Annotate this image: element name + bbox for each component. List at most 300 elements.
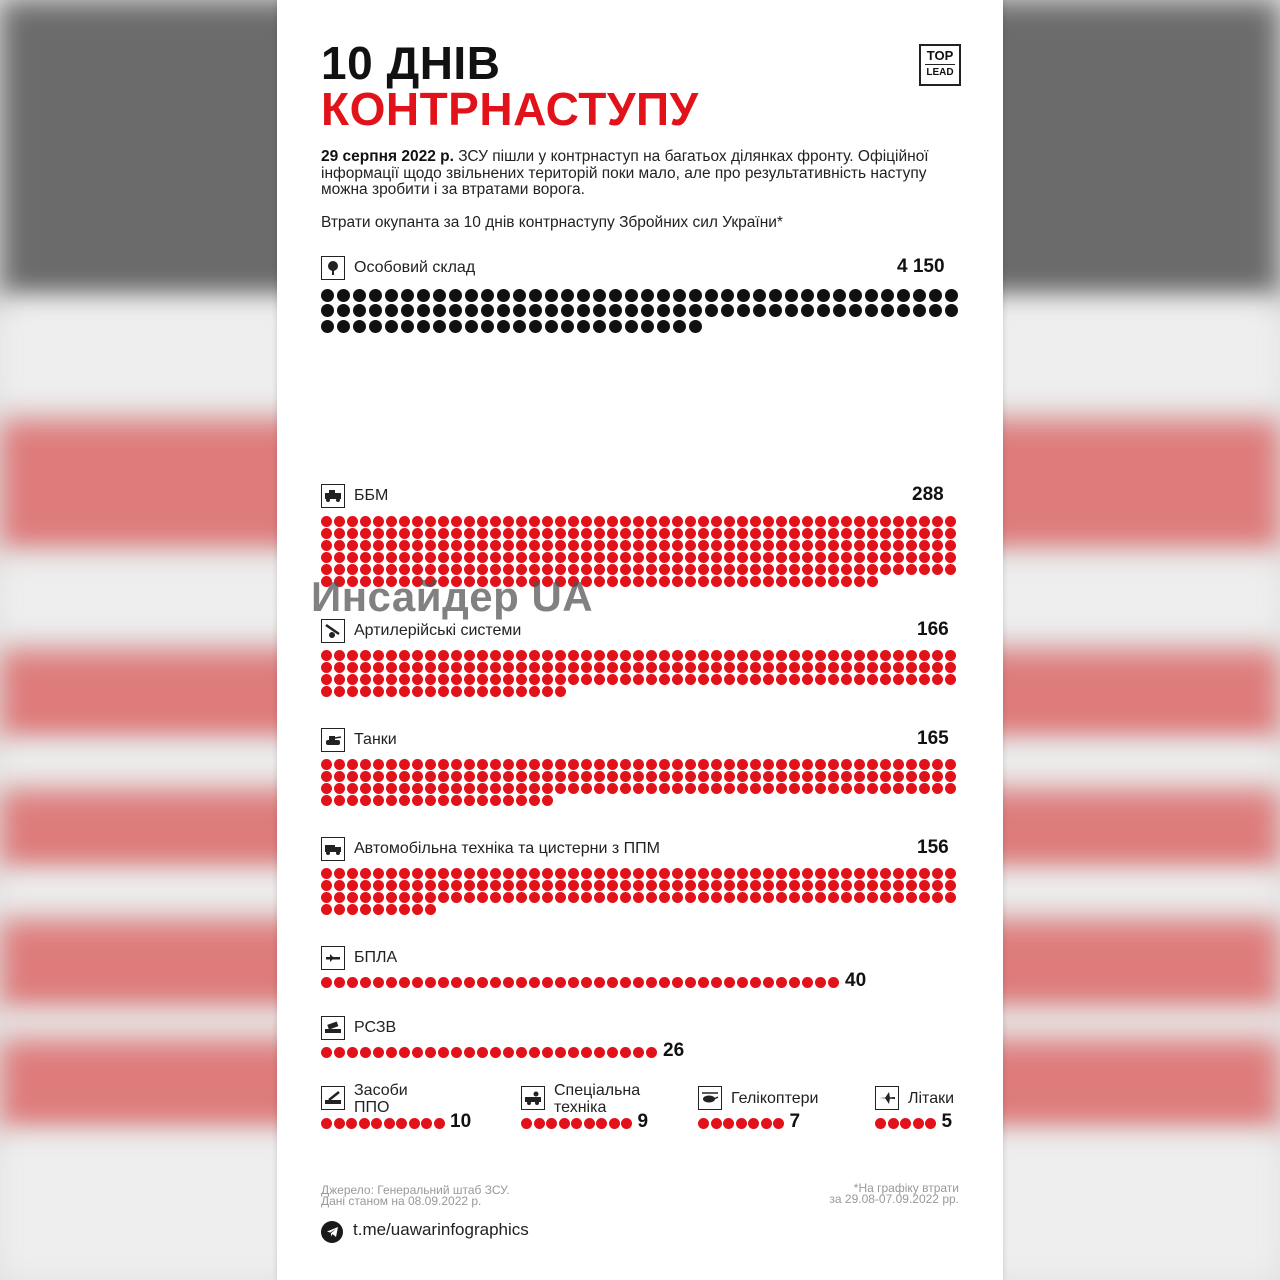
data-dot [841, 528, 852, 539]
data-dot [542, 977, 553, 988]
data-dot [685, 528, 696, 539]
data-dot [646, 759, 657, 770]
data-dot [880, 783, 891, 794]
data-dot [438, 540, 449, 551]
data-dot [867, 868, 878, 879]
data-dot [581, 759, 592, 770]
data-dot [477, 783, 488, 794]
data-dot [555, 868, 566, 879]
data-dot [932, 771, 943, 782]
data-dot [477, 880, 488, 891]
data-dot [737, 977, 748, 988]
data-dot [761, 1118, 772, 1129]
data-dot [401, 289, 414, 302]
data-dot [503, 528, 514, 539]
data-dot [477, 977, 488, 988]
data-dot [711, 892, 722, 903]
data-dot [529, 528, 540, 539]
data-dot [646, 771, 657, 782]
data-dot [620, 771, 631, 782]
data-dot [481, 304, 494, 317]
data-dot [932, 662, 943, 673]
category-label [354, 622, 521, 639]
data-dot [529, 892, 540, 903]
data-dot [789, 564, 800, 575]
telegram-link[interactable]: t.me/uawarinfographics [353, 1220, 529, 1239]
data-dot [438, 650, 449, 661]
category-label-line: Літаки [908, 1090, 955, 1107]
data-dot [620, 1047, 631, 1058]
data-dot [919, 783, 930, 794]
data-dot [773, 1118, 784, 1129]
data-dot [438, 674, 449, 685]
data-dot [386, 552, 397, 563]
data-dot [802, 540, 813, 551]
data-dot [464, 783, 475, 794]
data-dot [347, 892, 358, 903]
artillery-icon [321, 619, 345, 643]
data-dot [815, 868, 826, 879]
data-dot [334, 892, 345, 903]
data-dot [490, 528, 501, 539]
data-dot [412, 904, 423, 915]
data-dot [867, 564, 878, 575]
data-dot [607, 674, 618, 685]
data-dot [321, 686, 332, 697]
data-dot [698, 868, 709, 879]
data-dot [724, 977, 735, 988]
category-value: 288 [912, 484, 944, 505]
data-dot [659, 868, 670, 879]
data-dot [571, 1118, 582, 1129]
data-dot [334, 868, 345, 879]
data-dot [801, 289, 814, 302]
data-dot [490, 771, 501, 782]
data-dot [581, 528, 592, 539]
data-dot [321, 289, 334, 302]
data-dot [360, 1047, 371, 1058]
data-dot [789, 892, 800, 903]
data-dot [789, 650, 800, 661]
category-value: 40 [845, 970, 867, 991]
data-dot [386, 674, 397, 685]
data-dot [425, 904, 436, 915]
data-dot [594, 674, 605, 685]
data-dot [360, 516, 371, 527]
data-dot [360, 540, 371, 551]
data-dot [633, 662, 644, 673]
data-dot [789, 552, 800, 563]
data-dot [321, 304, 334, 317]
data-dot [880, 759, 891, 770]
data-dot [776, 771, 787, 782]
data-dot [425, 977, 436, 988]
data-dot [412, 892, 423, 903]
data-dot [607, 528, 618, 539]
data-dot [698, 540, 709, 551]
data-dot [334, 759, 345, 770]
data-dot [888, 1118, 899, 1129]
data-dot [906, 650, 917, 661]
data-dot [555, 783, 566, 794]
data-dot [906, 783, 917, 794]
data-dot [672, 552, 683, 563]
data-dot [659, 892, 670, 903]
data-dot [854, 576, 865, 587]
logo-line-2: LEAD [926, 67, 954, 78]
data-dot [867, 880, 878, 891]
data-dot [594, 528, 605, 539]
data-dot [711, 516, 722, 527]
data-dot [802, 650, 813, 661]
data-dot [711, 880, 722, 891]
data-dot [464, 880, 475, 891]
data-dot [841, 783, 852, 794]
category-label [731, 1090, 818, 1107]
data-dot [919, 880, 930, 891]
data-dot [412, 650, 423, 661]
data-dot [369, 304, 382, 317]
data-dot [577, 320, 590, 333]
data-dot [633, 771, 644, 782]
data-dot [672, 892, 683, 903]
data-dot [529, 686, 540, 697]
data-dot [373, 880, 384, 891]
data-dot [321, 977, 332, 988]
data-dot [477, 1047, 488, 1058]
data-dot [698, 1118, 709, 1129]
data-dot [867, 771, 878, 782]
data-dot [555, 528, 566, 539]
data-dot [673, 320, 686, 333]
data-dot [568, 674, 579, 685]
data-dot [477, 892, 488, 903]
data-dot [386, 977, 397, 988]
data-dot [425, 771, 436, 782]
data-dot [568, 892, 579, 903]
data-dot [737, 289, 750, 302]
data-dot [685, 576, 696, 587]
data-dot [945, 540, 956, 551]
data-dot [633, 759, 644, 770]
data-dot [545, 320, 558, 333]
title-line-2: КОНТРНАСТУПУ [321, 83, 699, 135]
data-dot [620, 868, 631, 879]
data-dot [828, 516, 839, 527]
data-dot [559, 1118, 570, 1129]
data-dot [893, 674, 904, 685]
data-dot [919, 674, 930, 685]
data-dot [490, 674, 501, 685]
data-dot [534, 1118, 545, 1129]
data-dot [425, 650, 436, 661]
data-dot [893, 540, 904, 551]
data-dot [607, 977, 618, 988]
data-dot [425, 686, 436, 697]
data-dot [373, 783, 384, 794]
data-dot [529, 304, 542, 317]
data-dot [347, 795, 358, 806]
data-dot [503, 686, 514, 697]
data-dot [353, 320, 366, 333]
category-label-line: ББМ [354, 487, 389, 504]
category-label [354, 259, 475, 276]
data-dot [659, 576, 670, 587]
data-dot [841, 880, 852, 891]
data-dot [919, 868, 930, 879]
data-dot [789, 576, 800, 587]
data-dot [776, 880, 787, 891]
data-dot [529, 1047, 540, 1058]
data-dot [490, 868, 501, 879]
data-dot [906, 528, 917, 539]
data-dot [373, 868, 384, 879]
data-dot [607, 552, 618, 563]
data-dot [673, 304, 686, 317]
data-dot [347, 516, 358, 527]
data-dot [900, 1118, 911, 1129]
data-dot [451, 892, 462, 903]
data-dot [854, 892, 865, 903]
data-dot [641, 320, 654, 333]
data-dot [568, 977, 579, 988]
data-dot [561, 304, 574, 317]
data-dot [685, 783, 696, 794]
data-dot [451, 759, 462, 770]
data-dot [802, 576, 813, 587]
data-dot [750, 977, 761, 988]
soldier-icon [321, 256, 345, 280]
data-dot [412, 528, 423, 539]
data-dot [477, 674, 488, 685]
data-dot [776, 783, 787, 794]
data-dot [932, 759, 943, 770]
data-dot [763, 759, 774, 770]
data-dot [698, 880, 709, 891]
data-dot [555, 540, 566, 551]
data-dot [607, 1047, 618, 1058]
data-dot [763, 674, 774, 685]
data-dot [334, 783, 345, 794]
data-dot [867, 783, 878, 794]
data-dot [373, 516, 384, 527]
data-dot [685, 650, 696, 661]
data-dot [542, 783, 553, 794]
data-dot [373, 892, 384, 903]
data-dot [763, 771, 774, 782]
data-dot [577, 304, 590, 317]
top-lead-logo [919, 44, 961, 86]
data-dot [321, 783, 332, 794]
data-dot [417, 304, 430, 317]
data-dot [763, 516, 774, 527]
data-dot [776, 674, 787, 685]
data-dot [633, 977, 644, 988]
data-dot [360, 552, 371, 563]
data-dot [620, 892, 631, 903]
data-dot [789, 783, 800, 794]
data-dot [516, 686, 527, 697]
data-dot [620, 880, 631, 891]
data-dot [438, 1047, 449, 1058]
data-dot [945, 516, 956, 527]
data-dot [425, 528, 436, 539]
data-dot [646, 1047, 657, 1058]
data-dot [776, 576, 787, 587]
data-dot [581, 540, 592, 551]
data-dot [386, 528, 397, 539]
data-dot [646, 880, 657, 891]
data-dot [607, 880, 618, 891]
data-dot [373, 662, 384, 673]
data-dot [399, 759, 410, 770]
data-dot [711, 564, 722, 575]
data-dot [373, 540, 384, 551]
data-dot [321, 650, 332, 661]
data-dot [497, 289, 510, 302]
apc-icon [321, 484, 345, 508]
data-dot [685, 552, 696, 563]
data-dot [867, 650, 878, 661]
data-dot [817, 289, 830, 302]
data-dot [334, 686, 345, 697]
data-dot [399, 674, 410, 685]
data-dot [646, 528, 657, 539]
data-dot [438, 868, 449, 879]
data-dot [919, 528, 930, 539]
data-dot [711, 868, 722, 879]
data-dot [412, 686, 423, 697]
source-note [321, 1185, 510, 1207]
data-dot [945, 868, 956, 879]
data-dot [334, 771, 345, 782]
data-dot [724, 868, 735, 879]
data-dot [945, 783, 956, 794]
data-dot [854, 868, 865, 879]
data-dot [750, 674, 761, 685]
data-dot [854, 783, 865, 794]
data-dot [399, 880, 410, 891]
data-dot [386, 771, 397, 782]
data-dot [802, 868, 813, 879]
data-dot [672, 650, 683, 661]
data-dot [705, 304, 718, 317]
data-dot [646, 516, 657, 527]
data-dot [568, 759, 579, 770]
data-dot [360, 662, 371, 673]
data-dot [464, 977, 475, 988]
data-dot [607, 868, 618, 879]
period-line-2: за 29.08-07.09.2022 рр. [829, 1192, 959, 1206]
data-dot [568, 528, 579, 539]
data-dot [516, 880, 527, 891]
data-dot [633, 880, 644, 891]
data-dot [633, 516, 644, 527]
data-dot [373, 650, 384, 661]
data-dot [828, 771, 839, 782]
category-label [908, 1090, 954, 1107]
data-dot [685, 977, 696, 988]
period-note [829, 1183, 959, 1205]
data-dot [555, 892, 566, 903]
data-dot [724, 783, 735, 794]
data-dot [854, 880, 865, 891]
data-dot [659, 528, 670, 539]
data-dot [425, 1047, 436, 1058]
data-dot [386, 759, 397, 770]
data-dot [451, 650, 462, 661]
data-dot [490, 880, 501, 891]
data-dot [334, 528, 345, 539]
data-dot [321, 528, 332, 539]
data-dot [945, 674, 956, 685]
data-dot [802, 528, 813, 539]
data-dot [386, 540, 397, 551]
data-dot [545, 289, 558, 302]
data-dot [581, 892, 592, 903]
data-dot [386, 650, 397, 661]
data-dot [621, 1118, 632, 1129]
intro-paragraph [321, 149, 961, 199]
data-dot [353, 304, 366, 317]
data-dot [347, 904, 358, 915]
data-dot [721, 304, 734, 317]
category-label-line: Спеціальна [554, 1082, 641, 1099]
data-dot [906, 674, 917, 685]
data-dot [516, 868, 527, 879]
data-dot [698, 892, 709, 903]
data-dot [789, 662, 800, 673]
data-dot [828, 540, 839, 551]
category-value: 7 [789, 1111, 801, 1132]
data-dot [646, 662, 657, 673]
data-dot [360, 880, 371, 891]
data-dot [841, 771, 852, 782]
data-dot [412, 674, 423, 685]
data-dot [854, 552, 865, 563]
data-dot [412, 552, 423, 563]
data-dot [477, 650, 488, 661]
data-dot [753, 289, 766, 302]
data-dot [477, 868, 488, 879]
data-dot [737, 783, 748, 794]
data-dot [464, 516, 475, 527]
data-dot [689, 304, 702, 317]
data-dot [646, 540, 657, 551]
data-dot [542, 759, 553, 770]
data-dot [529, 674, 540, 685]
infographic-card [277, 0, 1003, 1280]
data-dot [594, 771, 605, 782]
data-dot [555, 674, 566, 685]
data-dot [815, 771, 826, 782]
data-dot [334, 540, 345, 551]
data-dot [815, 759, 826, 770]
data-dot [481, 320, 494, 333]
data-dot [789, 880, 800, 891]
data-dot [521, 1118, 532, 1129]
data-dot [776, 528, 787, 539]
data-dot [607, 540, 618, 551]
data-dot [776, 892, 787, 903]
data-dot [464, 674, 475, 685]
data-dot [945, 289, 958, 302]
data-dot [360, 892, 371, 903]
data-dot [334, 674, 345, 685]
data-dot [620, 528, 631, 539]
data-dot [399, 904, 410, 915]
data-dot [711, 552, 722, 563]
